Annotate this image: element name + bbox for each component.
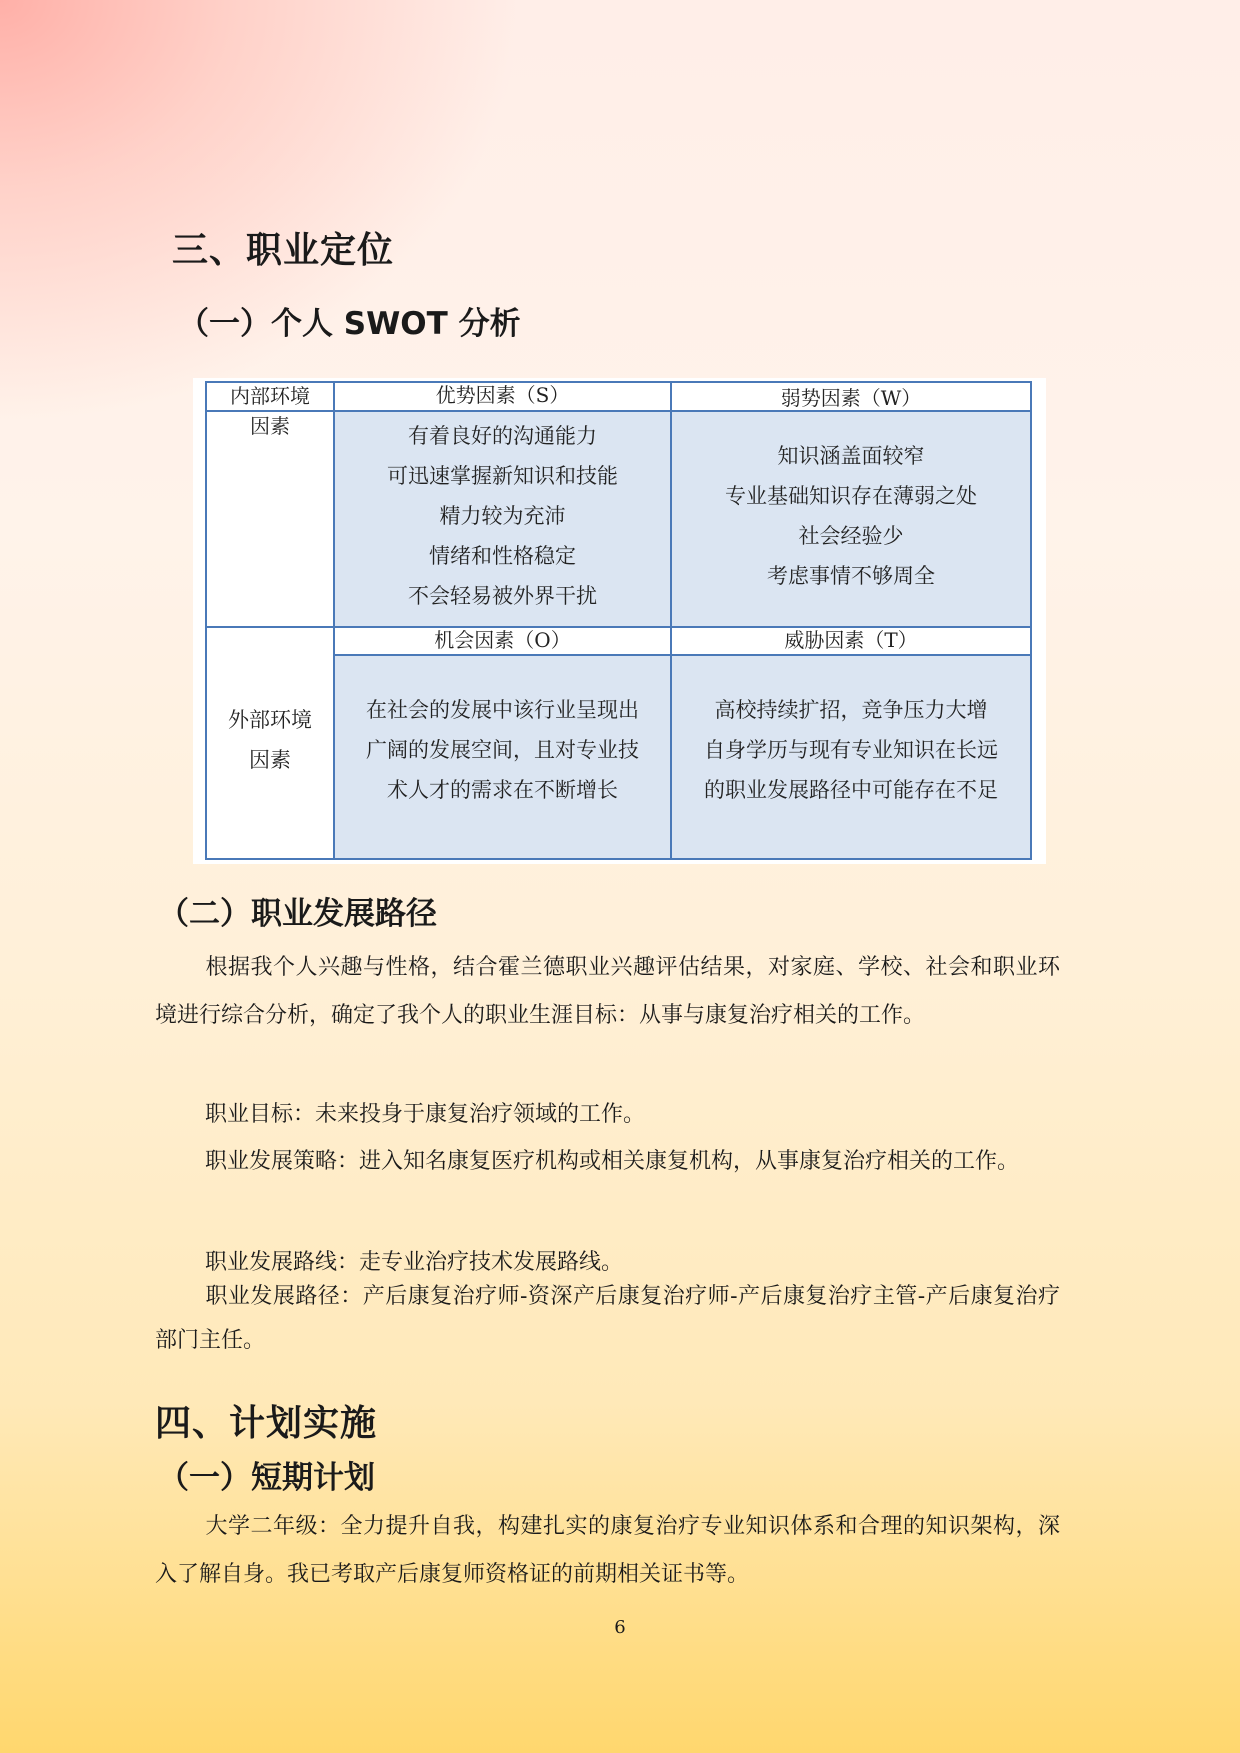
- swot-table: [193, 378, 1046, 864]
- swot-external-cell: [205, 626, 335, 860]
- paragraph-career-route: 职业发展路线：走专业治疗技术发展路线。: [205, 1250, 624, 1275]
- section-3-heading: 三、职业定位: [172, 230, 395, 271]
- swot-opportunity-header: 机会因素（O）: [333, 626, 672, 656]
- paragraph-career-path: 职业发展路径：产后康复治疗师-资深产后康复治疗师-产后康复治疗主管-产后康复治疗部门主任。: [155, 1284, 1060, 1353]
- swot-threats-cell: [670, 654, 1032, 860]
- swot-internal-cell: [205, 410, 335, 628]
- swot-opportunity-item: 广阔的发展空间，且对专业技: [366, 738, 639, 762]
- paragraph-career-objective: 职业目标：未来投身于康复治疗领域的工作。: [205, 1102, 646, 1127]
- swot-strength-item: 情绪和性格稳定: [429, 544, 576, 568]
- swot-opportunities-cell: [333, 654, 672, 860]
- swot-weakness-item: 社会经验少: [798, 524, 904, 548]
- swot-strengths-cell: [333, 410, 672, 628]
- swot-opportunity-item: 术人才的需求在不断增长: [387, 778, 618, 802]
- swot-weakness-item: 知识涵盖面较窄: [777, 444, 925, 468]
- swot-strength-header: 优势因素（S）: [333, 381, 672, 412]
- swot-strength-item: 精力较为充沛: [439, 504, 566, 528]
- paragraph-short-term-plan: 大学二年级：全力提升自我，构建扎实的康复治疗专业知识体系和合理的知识架构，深入了解自身。我已考取产后康复师资格证的前期相关证书等。: [155, 1514, 1060, 1587]
- swot-strength-item: 不会轻易被外界干扰: [408, 584, 597, 608]
- section-4-heading: 四、计划实施: [155, 1403, 378, 1444]
- swot-internal-label-top: 内部环境: [230, 384, 310, 408]
- swot-threat-item: 的职业发展路径中可能存在不足: [704, 778, 998, 802]
- swot-external-label: 因素: [249, 748, 291, 772]
- swot-threat-header: 威胁因素（T）: [670, 626, 1032, 656]
- swot-internal-label-bottom: 因素: [250, 414, 290, 438]
- swot-threat-item: 高校持续扩招，竞争压力大增: [714, 698, 988, 722]
- swot-external-label: 外部环境: [228, 708, 312, 732]
- swot-opportunity-item: 在社会的发展中该行业呈现出: [366, 698, 639, 722]
- swot-strength-item: 有着良好的沟通能力: [408, 424, 597, 448]
- section-3-1-heading: （一）个人 SWOT 分析: [178, 306, 521, 342]
- swot-weakness-item: 考虑事情不够周全: [767, 564, 935, 588]
- swot-weakness-item: 专业基础知识存在薄弱之处: [725, 484, 977, 508]
- paragraph-career-strategy: 职业发展策略：进入知名康复医疗机构或相关康复机构，从事康复治疗相关的工作。: [205, 1149, 1020, 1174]
- swot-weaknesses-cell: [670, 410, 1032, 628]
- swot-strength-item: 可迅速掌握新知识和技能: [387, 464, 618, 488]
- paragraph-career-goal-analysis: 根据我个人兴趣与性格，结合霍兰德职业兴趣评估结果，对家庭、学校、社会和职业环境进行综合分析，确定了我个人的职业生涯目标：从事与康复治疗相关的工作。: [155, 955, 1060, 1028]
- section-4-1-heading: （一）短期计划: [158, 1460, 375, 1496]
- swot-internal-header: [205, 381, 335, 412]
- page-number: 6: [614, 1617, 626, 1638]
- swot-weakness-header: 弱势因素（W）: [670, 381, 1032, 412]
- section-3-2-heading: （二）职业发展路径: [158, 896, 437, 932]
- swot-threat-item: 自身学历与现有专业知识在长远: [704, 738, 998, 762]
